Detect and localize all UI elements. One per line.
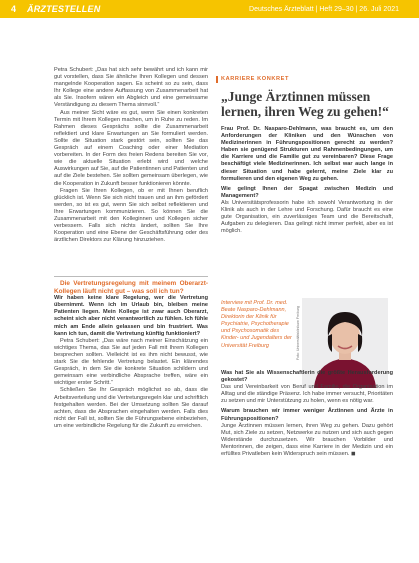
brand-label: ÄRZTESTELLEN: [27, 4, 101, 14]
paragraph: Petra Schubert: „Das wäre nach meiner Einschätzung ein wichtiges Thema, das Sie auf jeden Fall mit Ihrem Kollegen besprechen sollten. Vielleicht ist es ihm nicht bewusst, wie stark Sie die fehlende Vertretung belastet. Ein klärendes Gespräch, in dem Sie die konkrete Situation schildern und gemeinsam eine verbindliche Absprache treffen, wäre ein wichtiger erster Schritt.“: [54, 337, 208, 387]
photo-credit: Foto: Universitätsklinikum Freiburg: [296, 306, 300, 360]
page-number: 4: [11, 4, 17, 14]
paragraph: Aus meiner Sicht wäre es gut, wenn Sie einen konkreten Termin mit Ihrem Kollegen machen, um in Ruhe zu reden. Im Rahmen dieses Gesprächs sollte die Zusammenarbeit reflektiert und klare Erwartungen an Sie formuliert werden. Sollte die Situation stark gestört sein, sollten Sie das Gespräch auf einem Coaching oder einer Mediation vorbereiten. In der Form des freien Redens bereiten Sie vor, wie die aktuelle Situation erlebt wird und welche Auswirkungen auf Sie, auf die Patientinnen und Patienten und auf die Ziele bestehen. Sie sollten gemeinsam überlegen, wie die Kooperation in Zukunft besser funktionieren könnte.: [54, 109, 208, 187]
section-heading: Die Vertretungsregelung mit meinem Oberarzt-Kollegen läuft nicht gut – was soll ich tun?: [54, 280, 208, 295]
answer: Junge Ärztinnen müssen lernen, ihren Weg zu gehen. Dazu gehört Mut, sich Ziele zu setzen, Netzwerke zu nutzen und sich auch gegen Widerstände durchzusetzen. Wir brauchen Vorbilder und Mentorinnen, die zeigen, dass eine Karriere in der Medizin und ein erfülltes Privatleben kein Widerspruch sein müssen. ◼: [221, 422, 393, 458]
kicker-bar: [216, 76, 218, 83]
photo-caption: Interview mit Prof. Dr. med. Beate Nasparo-Dehlmann, Direktorin der Klinik für Psychiatrie, Psychotherapie und Psychosomatik des Kinder- und Jugendalters der Universität Freiburg: [221, 300, 292, 349]
question: Was hat Sie als Wissenschaftlerin die größte Herausforderung gekostet?: [221, 370, 393, 384]
left-column-top: [54, 67, 208, 244]
paragraph: Petra Schubert: „Das hat sich sehr bewährt und ich kann mir gut vorstellen, dass Sie ähnliche Ihren Kollegen und dessen mangelnde Kooperation sagen. Es scheint so zu sein, dass Ihr Kollege eine andere Auffassung von Zusammenarbeit hat als Sie. Insofern wären ein Abgleich und eine gemeinsame Verständigung zu diesem Thema sinnvoll.“: [54, 67, 208, 109]
page-header: [0, 0, 419, 18]
answer: Als Universitätsprofessorin habe ich sowohl Verantwortung in der Klinik als auch in der Lehre und Forschung. Dafür braucht es eine gute Organisation, ein zuverlässiges Team und die Bereitschaft, Aufgaben zu delegieren. Das gelingt nicht immer perfekt, aber es ist möglich.: [221, 199, 393, 235]
right-column-top: [221, 126, 393, 235]
right-column-bottom: [221, 370, 393, 458]
paragraph: Fragen Sie Ihren Kollegen, ob er mit Ihnen beruflich glücklich ist. Wenn Sie sich nicht trauen und an ihm gefördert werden, so ist es gut, wenn Sie sich selbst reflektieren und Ihre Erwartungen kommunizieren. So können Sie die Zusammenarbeit mit den Kolleginnen und Kollegen sicher verbessern. Falls sich nichts ändert, sollten Sie Ihre Kooperation und eine Ebene der Geschäftsführung oder des ärztlichen Direktors zur Klärung hinzuziehen.: [54, 187, 208, 244]
answer: Das und Vereinbarkeit von Beruf und Familie, die Organisation im Alltag und die ständige Präsenz. Ich habe immer versucht, Prioritäten zu setzen und mir Unterstützung zu holen, wenn es nötig war.: [221, 384, 393, 405]
section-lead: Wir haben keine klare Regelung, wer die Vertretung übernimmt. Wenn ich im Urlaub bin, bleiben meine Patienten liegen. Mein Kollege ist zwar auch Oberarzt, scheint sich aber nicht verantwortlich zu fühlen. Ich fühle mich am Ende allein gelassen und bin frustriert. Was kann ich tun, damit die Vertretung künftig funktioniert?: [54, 295, 208, 337]
section-divider: [54, 276, 208, 277]
question: Warum brauchen wir immer weniger Ärztinnen und Ärzte in Führungspositionen?: [221, 408, 393, 422]
question: Wie gelingt Ihnen der Spagat zwischen Medizin und Management?: [221, 185, 393, 199]
article-headline: „Junge Ärztinnen müssen lernen, ihren Weg zu gehen!“: [221, 89, 389, 119]
left-column-bottom: [54, 280, 208, 430]
paragraph: Schließen Sie Ihr Gespräch möglichst so ab, dass die Arbeitsverteilung und die Vertretungsregeln klar und schriftlich festgehalten werden. Bei der Umsetzung sollten Sie darauf achten, dass die Absprachen eingehalten werden. Falls dies nicht der Fall ist, sollten Sie die Führungsebene einbeziehen, um eine verbindliche Regelung für die Zukunft zu erreichen.: [54, 387, 208, 429]
interview-intro: Frau Prof. Dr. Nasparo-Dehlmann, was braucht es, um den Anforderungen der Kliniken und den Wünschen von Medizinerinnen in Führungspositionen gerecht zu werden? Haben sie genügend Strukturen und Rahmenbedingungen, um die Karriere und die Familie gut zu vereinbaren? Diese Frage beschäftigt viele Medizinerinnen. Ich selbst war auch lange in dieser Situation und habe gelernt, meine Ziele klar zu formulieren und den eigenen Weg zu gehen.: [221, 126, 393, 182]
issue-label: Deutsches Ärzteblatt | Heft 29–30 | 26. Juli 2021: [249, 5, 399, 13]
kicker-label: KARRIERE KONKRET: [221, 76, 290, 82]
